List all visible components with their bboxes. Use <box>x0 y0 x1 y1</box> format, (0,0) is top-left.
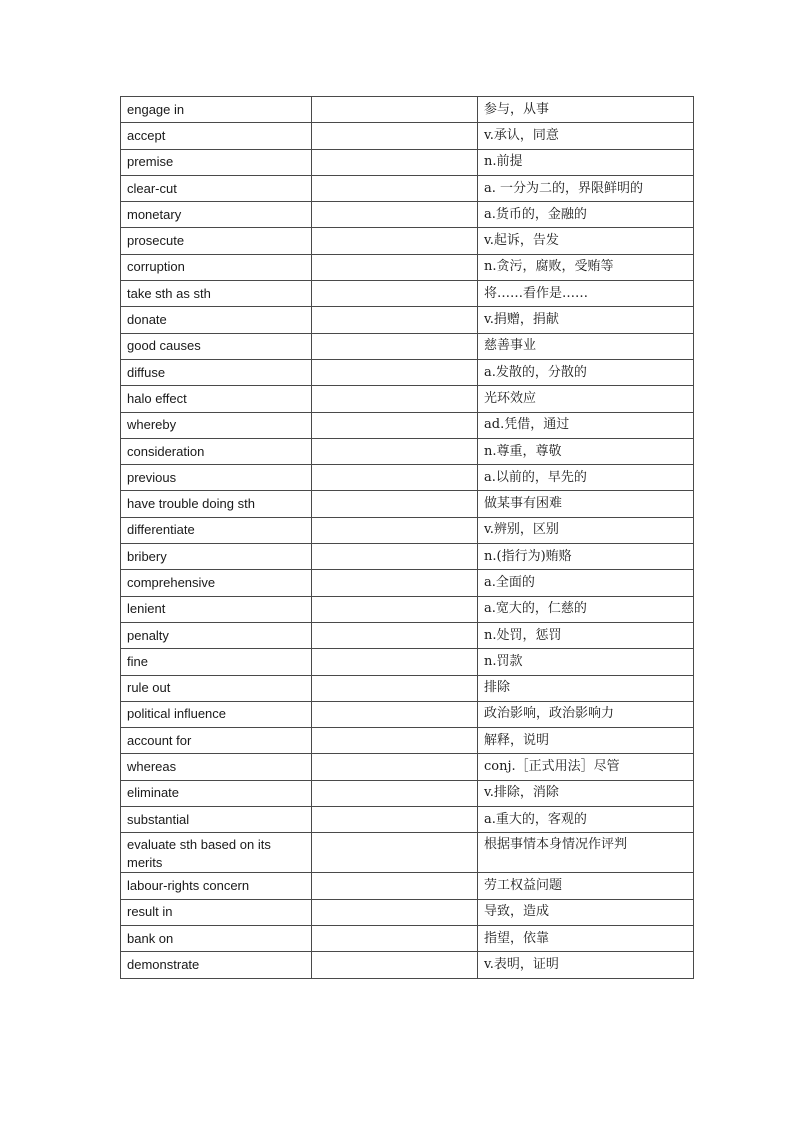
blank-cell <box>312 728 478 754</box>
english-term-cell: accept <box>121 123 312 149</box>
english-term-cell: account for <box>121 728 312 754</box>
blank-cell <box>312 202 478 228</box>
english-term-cell: comprehensive <box>121 570 312 596</box>
blank-cell <box>312 622 478 648</box>
chinese-meaning-cell: 政治影响，政治影响力 <box>478 701 694 727</box>
chinese-meaning-cell: 参与，从事 <box>478 97 694 123</box>
chinese-meaning-cell: v.承认，同意 <box>478 123 694 149</box>
english-term-cell: have trouble doing sth <box>121 491 312 517</box>
chinese-meaning-cell: a.以前的，早先的 <box>478 465 694 491</box>
english-term-cell: bribery <box>121 544 312 570</box>
english-term-cell: differentiate <box>121 517 312 543</box>
table-row <box>121 228 694 254</box>
table-row <box>121 873 694 899</box>
blank-cell <box>312 873 478 899</box>
table-row <box>121 175 694 201</box>
english-term-cell: halo effect <box>121 386 312 412</box>
blank-cell <box>312 596 478 622</box>
chinese-meaning-cell: n.尊重，尊敬 <box>478 438 694 464</box>
vocabulary-table-body <box>121 97 694 979</box>
english-term-cell: prosecute <box>121 228 312 254</box>
chinese-meaning-cell: 劳工权益问题 <box>478 873 694 899</box>
english-term-cell: political influence <box>121 701 312 727</box>
chinese-meaning-cell: 根据事情本身情况作评判 <box>478 833 694 873</box>
blank-cell <box>312 754 478 780</box>
chinese-meaning-cell: v.捐赠，捐献 <box>478 307 694 333</box>
chinese-meaning-cell: 做某事有困难 <box>478 491 694 517</box>
table-row <box>121 622 694 648</box>
blank-cell <box>312 307 478 333</box>
table-row <box>121 596 694 622</box>
table-row <box>121 544 694 570</box>
blank-cell <box>312 780 478 806</box>
blank-cell <box>312 899 478 925</box>
english-term-cell: take sth as sth <box>121 281 312 307</box>
english-term-cell: monetary <box>121 202 312 228</box>
table-row <box>121 754 694 780</box>
table-row <box>121 465 694 491</box>
english-term-cell: diffuse <box>121 359 312 385</box>
chinese-meaning-cell: a. 一分为二的，界限鲜明的 <box>478 175 694 201</box>
blank-cell <box>312 925 478 951</box>
english-term-cell: fine <box>121 649 312 675</box>
table-row <box>121 333 694 359</box>
blank-cell <box>312 149 478 175</box>
table-row <box>121 728 694 754</box>
blank-cell <box>312 97 478 123</box>
english-term-cell: bank on <box>121 925 312 951</box>
table-row <box>121 149 694 175</box>
english-term-cell: result in <box>121 899 312 925</box>
table-row <box>121 281 694 307</box>
blank-cell <box>312 123 478 149</box>
chinese-meaning-cell: a.重大的，客观的 <box>478 807 694 833</box>
blank-cell <box>312 675 478 701</box>
chinese-meaning-cell: n.贪污，腐败，受贿等 <box>478 254 694 280</box>
english-term-cell: demonstrate <box>121 952 312 978</box>
english-term-cell: donate <box>121 307 312 333</box>
english-term-cell: rule out <box>121 675 312 701</box>
chinese-meaning-cell: conj.［正式用法］尽管 <box>478 754 694 780</box>
blank-cell <box>312 517 478 543</box>
blank-cell <box>312 412 478 438</box>
table-row <box>121 833 694 873</box>
table-row <box>121 675 694 701</box>
table-row <box>121 438 694 464</box>
blank-cell <box>312 570 478 596</box>
table-row <box>121 807 694 833</box>
blank-cell <box>312 175 478 201</box>
english-term-cell: good causes <box>121 333 312 359</box>
english-term-cell: whereas <box>121 754 312 780</box>
english-term-cell: eliminate <box>121 780 312 806</box>
english-term-cell: whereby <box>121 412 312 438</box>
chinese-meaning-cell: a.全面的 <box>478 570 694 596</box>
table-row <box>121 359 694 385</box>
english-term-cell: lenient <box>121 596 312 622</box>
table-row <box>121 925 694 951</box>
chinese-meaning-cell: a.宽大的，仁慈的 <box>478 596 694 622</box>
blank-cell <box>312 833 478 873</box>
english-term-cell: consideration <box>121 438 312 464</box>
blank-cell <box>312 281 478 307</box>
blank-cell <box>312 952 478 978</box>
english-term-cell: labour-rights concern <box>121 873 312 899</box>
chinese-meaning-cell: v.表明，证明 <box>478 952 694 978</box>
chinese-meaning-cell: 导致，造成 <box>478 899 694 925</box>
table-row <box>121 780 694 806</box>
blank-cell <box>312 438 478 464</box>
chinese-meaning-cell: 将……看作是…… <box>478 281 694 307</box>
blank-cell <box>312 701 478 727</box>
english-term-cell: premise <box>121 149 312 175</box>
blank-cell <box>312 359 478 385</box>
table-row <box>121 491 694 517</box>
blank-cell <box>312 333 478 359</box>
english-term-cell: clear-cut <box>121 175 312 201</box>
blank-cell <box>312 807 478 833</box>
table-row <box>121 307 694 333</box>
chinese-meaning-cell: n.(指行为)贿赂 <box>478 544 694 570</box>
chinese-meaning-cell: ad.凭借，通过 <box>478 412 694 438</box>
english-term-cell: penalty <box>121 622 312 648</box>
table-row <box>121 412 694 438</box>
vocabulary-table <box>120 96 694 979</box>
chinese-meaning-cell: n.前提 <box>478 149 694 175</box>
table-row <box>121 386 694 412</box>
chinese-meaning-cell: v.起诉，告发 <box>478 228 694 254</box>
chinese-meaning-cell: 指望，依靠 <box>478 925 694 951</box>
blank-cell <box>312 544 478 570</box>
english-term-cell: substantial <box>121 807 312 833</box>
table-row <box>121 952 694 978</box>
chinese-meaning-cell: 排除 <box>478 675 694 701</box>
table-row <box>121 649 694 675</box>
chinese-meaning-cell: n.处罚，惩罚 <box>478 622 694 648</box>
table-row <box>121 202 694 228</box>
chinese-meaning-cell: a.货币的，金融的 <box>478 202 694 228</box>
table-row <box>121 701 694 727</box>
english-term-cell: evaluate sth based on its merits <box>121 833 312 873</box>
chinese-meaning-cell: 光环效应 <box>478 386 694 412</box>
english-term-cell: corruption <box>121 254 312 280</box>
chinese-meaning-cell: 解释，说明 <box>478 728 694 754</box>
blank-cell <box>312 491 478 517</box>
blank-cell <box>312 465 478 491</box>
chinese-meaning-cell: v.辨别，区别 <box>478 517 694 543</box>
chinese-meaning-cell: 慈善事业 <box>478 333 694 359</box>
english-term-cell: engage in <box>121 97 312 123</box>
table-row <box>121 570 694 596</box>
english-term-cell: previous <box>121 465 312 491</box>
blank-cell <box>312 228 478 254</box>
blank-cell <box>312 649 478 675</box>
chinese-meaning-cell: n.罚款 <box>478 649 694 675</box>
table-row <box>121 899 694 925</box>
blank-cell <box>312 254 478 280</box>
table-row <box>121 123 694 149</box>
table-row <box>121 97 694 123</box>
chinese-meaning-cell: a.发散的，分散的 <box>478 359 694 385</box>
blank-cell <box>312 386 478 412</box>
chinese-meaning-cell: v.排除，消除 <box>478 780 694 806</box>
table-row <box>121 254 694 280</box>
table-row <box>121 517 694 543</box>
